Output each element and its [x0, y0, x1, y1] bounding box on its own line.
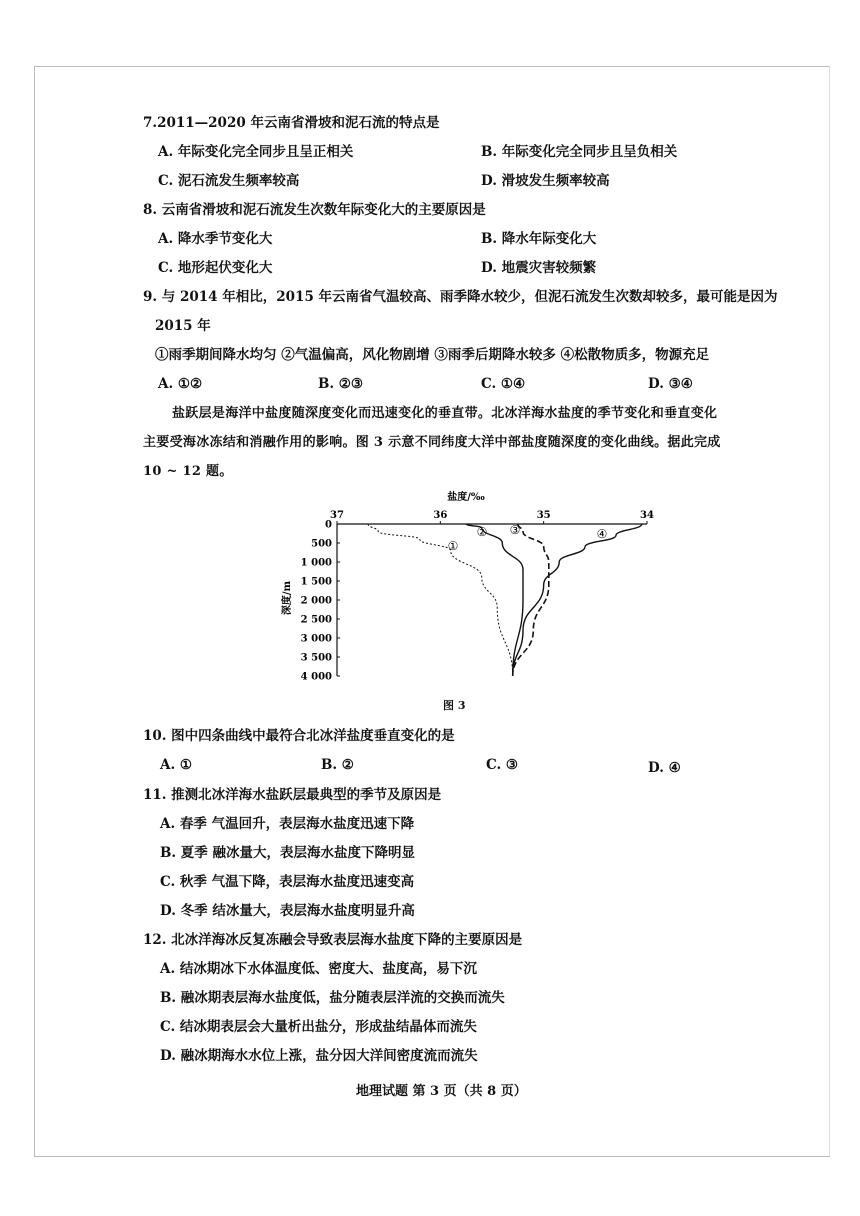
chart-x-tick-label: 34: [640, 510, 654, 521]
chart-series-label: ②: [476, 525, 488, 539]
intro-paragraph-line: 主要受海冰冻结和消融作用的影响。图 3 示意不同纬度大洋中部盐度随深度的变化曲线。据此完成: [143, 435, 721, 450]
chart-x-title: 盐度/‰: [447, 492, 485, 503]
chart-x-tick-label: 37: [330, 510, 344, 521]
question-10-stem: 10. 图中四条曲线中最符合北冰洋盐度垂直变化的是: [143, 728, 455, 744]
question-12-option-a: A. 结冰期冰下水体温度低、密度大、盐度高，易下沉: [160, 961, 477, 977]
question-12-option-d: D. 融冰期海水水位上涨，盐分因大洋间密度流而流失: [160, 1048, 478, 1064]
question-7-option-d: D. 滑坡发生频率较高: [481, 173, 610, 189]
question-11-option-a: A. 春季 气温回升，表层海水盐度迅速下降: [160, 816, 415, 832]
question-7-option-b: B. 年际变化完全同步且呈负相关: [481, 144, 678, 160]
chart-series-label: ④: [596, 527, 608, 541]
question-9-option-b: B. ②③: [318, 376, 364, 392]
chart-series-label: ①: [447, 539, 459, 553]
question-12-stem: 12. 北冰洋海冰反复冻融会导致表层海水盐度下降的主要原因是: [143, 932, 523, 948]
question-10-option-b: B. ②: [321, 757, 354, 773]
question-10-option-a: A. ①: [160, 757, 192, 773]
chart-y-tick-label: 2 000: [300, 595, 332, 607]
page-footer: 地理试题 第 3 页（共 8 页）: [356, 1084, 527, 1099]
chart-series-label: ③: [509, 523, 521, 537]
question-9-option-a: A. ①②: [158, 376, 203, 392]
question-7-option-a: A. 年际变化完全同步且呈正相关: [158, 144, 354, 160]
question-8-option-c: C. 地形起伏变化大: [158, 260, 273, 276]
question-12-option-c: C. 结冰期表层会大量析出盐分，形成盐结晶体而流失: [160, 1019, 477, 1035]
chart-y-tick-label: 2 500: [300, 614, 332, 626]
question-9-option-d: D. ③④: [648, 376, 693, 392]
question-7-stem: 7.2011—2020 年云南省滑坡和泥石流的特点是: [143, 115, 440, 131]
question-8-option-d: D. 地震灾害较频繁: [481, 260, 597, 276]
question-11-option-d: D. 冬季 结冰量大，表层海水盐度明显升高: [160, 903, 415, 919]
chart-y-tick-label: 1 500: [300, 576, 332, 588]
page-border: [34, 1156, 830, 1157]
intro-paragraph-line: 10 ~ 12 题。: [143, 464, 233, 479]
chart-y-tick-label: 1 000: [300, 557, 332, 569]
page-border: [34, 66, 35, 1156]
chart-series-line-2: [466, 524, 523, 676]
chart-series-line-4: [513, 524, 642, 676]
question-8-option-a: A. 降水季节变化大: [158, 231, 273, 247]
question-9-stem-year: 2015 年: [155, 318, 211, 334]
question-12-option-b: B. 融冰期表层海水盐度低，盐分随表层洋流的交换而流失: [160, 990, 505, 1006]
question-11-stem: 11. 推测北冰洋海水盐跃层最典型的季节及原因是: [143, 787, 442, 803]
question-8-option-b: B. 降水年际变化大: [481, 231, 597, 247]
page-border: [34, 66, 830, 67]
chart-y-tick-label: 4 000: [300, 671, 332, 683]
figure-caption: 图 3: [443, 699, 466, 712]
intro-paragraph-line: 盐跃层是海洋中盐度随深度变化而迅速变化的垂直带。北冰洋海水盐度的季节变化和垂直变化: [172, 406, 718, 421]
question-11-option-b: B. 夏季 融冰量大，表层海水盐度下降明显: [160, 845, 416, 861]
question-10-option-d: D. ④: [648, 760, 681, 776]
salinity-depth-chart: [270, 488, 670, 698]
chart-y-tick-label: 500: [311, 538, 332, 550]
question-9-statements: ①雨季期间降水均匀 ②气温偏高，风化物剧增 ③雨季后期降水较多 ④松散物质多，物源充足: [155, 347, 710, 363]
chart-y-title: 深度/m: [282, 580, 293, 616]
chart-y-tick-label: 3 000: [300, 633, 332, 645]
chart-y-tick-label: 0: [325, 519, 332, 531]
chart-x-tick-label: 35: [536, 510, 551, 521]
page-border: [829, 66, 830, 1156]
question-9-stem: 9. 与 2014 年相比，2015 年云南省气温较高、雨季降水较少，但泥石流发生次数却较多，最可能是因为: [143, 289, 778, 305]
question-11-option-c: C. 秋季 气温下降，表层海水盐度迅速变高: [160, 874, 415, 890]
chart-series-line-1: [368, 524, 513, 676]
chart-x-tick-label: 36: [433, 510, 448, 521]
question-10-option-c: C. ③: [486, 757, 519, 773]
question-7-option-c: C. 泥石流发生频率较高: [158, 173, 300, 189]
chart-y-tick-label: 3 500: [300, 652, 332, 664]
question-9-option-c: C. ①④: [481, 376, 526, 392]
question-8-stem: 8. 云南省滑坡和泥石流发生次数年际变化大的主要原因是: [143, 202, 486, 218]
